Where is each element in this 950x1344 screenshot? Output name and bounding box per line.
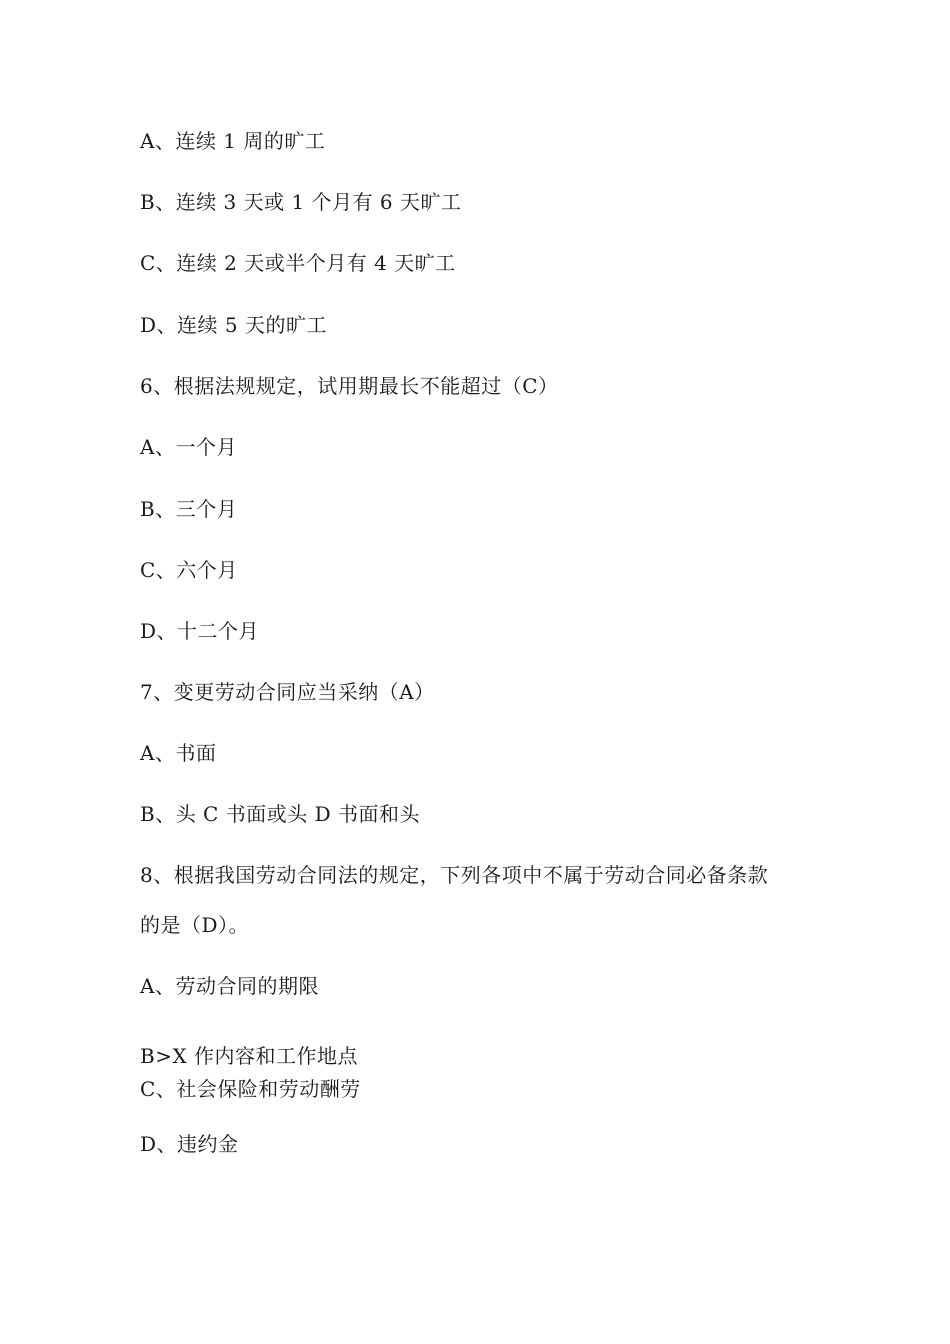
option-b-q8: B>X 作内容和工作地点 <box>140 1044 359 1068</box>
option-a-q8: A、劳动合同的期限 <box>140 974 319 998</box>
option-a-q6: A、一个月 <box>140 435 237 459</box>
option-c-q5: C、连续 2 天或半个月有 4 天旷工 <box>140 251 456 275</box>
option-d-q6: D、十二个月 <box>140 619 260 643</box>
option-c-q8: C、社会保险和劳动酬劳 <box>140 1077 361 1101</box>
option-d-q8: D、违约金 <box>140 1132 239 1156</box>
option-bcd-q7: B、头 C 书面或头 D 书面和头 <box>140 802 420 826</box>
option-d-q5: D、连续 5 天的旷工 <box>140 313 327 337</box>
option-c-q6: C、六个月 <box>140 558 238 582</box>
question-8-line-2: 的是（D）。 <box>140 913 250 937</box>
question-8-line-1: 8、根据我国劳动合同法的规定，下列各项中不属于劳动合同必备条款 <box>140 863 769 887</box>
option-b-q6: B、三个月 <box>140 497 238 521</box>
option-a-q7: A、书面 <box>140 741 217 765</box>
question-7: 7、变更劳动合同应当采纳（A） <box>140 680 435 704</box>
option-a-q5: A、连续 1 周的旷工 <box>140 129 326 153</box>
question-6: 6、根据法规规定，试用期最长不能超过（C） <box>140 374 559 398</box>
option-b-q5: B、连续 3 天或 1 个月有 6 天旷工 <box>140 190 462 214</box>
